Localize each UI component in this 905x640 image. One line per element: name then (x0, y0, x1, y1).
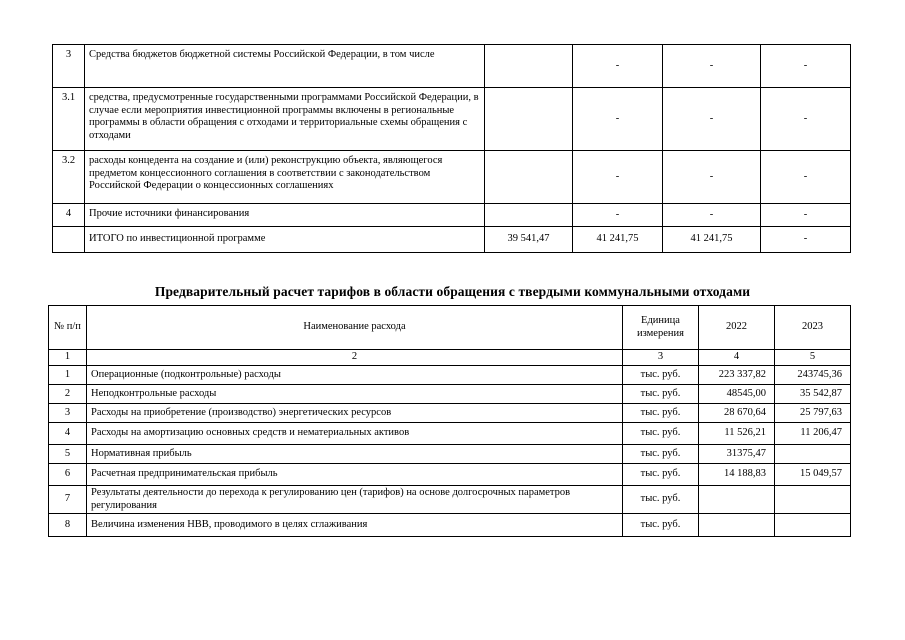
row-value (485, 151, 573, 204)
row-value (485, 45, 573, 88)
row-name: Неподконтрольные расходы (87, 385, 623, 404)
row-number: 3 (53, 45, 85, 88)
row-name: Средства бюджетов бюджетной системы Российской Федерации, в том числе (85, 45, 485, 88)
row-value-2022: 31375,47 (699, 445, 775, 464)
row-name: Результаты деятельности до перехода к регулированию цен (тарифов) на основе долгосрочных параметров регулирования (87, 486, 623, 514)
row-name: Расходы на амортизацию основных средств и нематериальных активов (87, 423, 623, 445)
row-value-2023: 15 049,57 (775, 464, 851, 486)
row-value-2022: 14 188,83 (699, 464, 775, 486)
row-value: - (663, 151, 761, 204)
table-row (53, 45, 851, 88)
row-name: расходы концедента на создание и (или) реконструкцию объекта, являющегося предметом концессионного соглашения в соответствии с законодательством Российской Федерации о концессионных соглашениях (85, 151, 485, 204)
row-name: Расходы на приобретение (производство) энергетических ресурсов (87, 404, 623, 423)
table-row (49, 445, 851, 464)
table-row (49, 423, 851, 445)
header-year-2022: 2022 (699, 306, 775, 350)
table-row (49, 514, 851, 537)
row-value-2023 (775, 514, 851, 537)
row-value: 41 241,75 (663, 227, 761, 253)
header-unit: Единица измерения (623, 306, 699, 350)
row-value: - (761, 45, 851, 88)
header-year-2023: 2023 (775, 306, 851, 350)
total-row (53, 227, 851, 253)
row-value (485, 88, 573, 151)
table-row (49, 385, 851, 404)
row-unit: тыс. руб. (623, 404, 699, 423)
row-value-2023 (775, 486, 851, 514)
tariff-table (48, 305, 851, 537)
row-unit: тыс. руб. (623, 366, 699, 385)
row-value: - (573, 151, 663, 204)
row-value: - (761, 88, 851, 151)
row-number (53, 227, 85, 253)
header-row (49, 306, 851, 350)
row-value-2022 (699, 486, 775, 514)
row-value-2022: 11 526,21 (699, 423, 775, 445)
row-value-2022: 48545,00 (699, 385, 775, 404)
row-value: - (573, 45, 663, 88)
row-value: - (761, 204, 851, 227)
row-value-2023: 25 797,63 (775, 404, 851, 423)
row-number: 1 (49, 366, 87, 385)
row-number: 6 (49, 464, 87, 486)
table-row (49, 486, 851, 514)
row-unit: тыс. руб. (623, 385, 699, 404)
row-value: - (573, 204, 663, 227)
row-value-2023: 35 542,87 (775, 385, 851, 404)
row-value-2023 (775, 445, 851, 464)
row-unit: тыс. руб. (623, 486, 699, 514)
row-name: ИТОГО по инвестиционной программе (85, 227, 485, 253)
row-value: 41 241,75 (573, 227, 663, 253)
row-value: - (761, 151, 851, 204)
row-value: - (663, 45, 761, 88)
row-number: 2 (49, 385, 87, 404)
table-row (49, 404, 851, 423)
row-value-2022: 223 337,82 (699, 366, 775, 385)
column-number: 2 (87, 350, 623, 366)
column-number: 1 (49, 350, 87, 366)
header-num: № п/п (49, 306, 87, 350)
table-row (53, 204, 851, 227)
row-name: Нормативная прибыль (87, 445, 623, 464)
row-name: Операционные (подконтрольные) расходы (87, 366, 623, 385)
row-number: 4 (49, 423, 87, 445)
row-value-2022 (699, 514, 775, 537)
row-number: 3 (49, 404, 87, 423)
row-value: 39 541,47 (485, 227, 573, 253)
row-name: Прочие источники финансирования (85, 204, 485, 227)
row-value: - (663, 204, 761, 227)
column-number-row (49, 350, 851, 366)
table-row (53, 88, 851, 151)
row-value: - (761, 227, 851, 253)
row-number: 3.1 (53, 88, 85, 151)
column-number: 3 (623, 350, 699, 366)
row-value-2022: 28 670,64 (699, 404, 775, 423)
row-unit: тыс. руб. (623, 514, 699, 537)
row-value-2023: 11 206,47 (775, 423, 851, 445)
column-number: 4 (699, 350, 775, 366)
table-row (49, 366, 851, 385)
row-value-2023: 243745,36 (775, 366, 851, 385)
row-unit: тыс. руб. (623, 445, 699, 464)
section-title: Предварительный расчет тарифов в области обращения с твердыми коммунальными отходами (154, 284, 751, 299)
row-unit: тыс. руб. (623, 464, 699, 486)
row-name: Величина изменения НВВ, проводимого в целях сглаживания (87, 514, 623, 537)
row-name: Расчетная предпринимательская прибыль (87, 464, 623, 486)
row-value (485, 204, 573, 227)
row-number: 5 (49, 445, 87, 464)
row-number: 7 (49, 486, 87, 514)
table-row (49, 464, 851, 486)
table-row (53, 151, 851, 204)
row-number: 8 (49, 514, 87, 537)
row-value: - (663, 88, 761, 151)
row-value: - (573, 88, 663, 151)
row-name: средства, предусмотренные государственными программами Российской Федерации, в случае если мероприятия инвестиционной программы включены в региональные программы в области обращения с отходами и территориальные схемы обращения с отходами (85, 88, 485, 151)
column-number: 5 (775, 350, 851, 366)
row-number: 3.2 (53, 151, 85, 204)
row-unit: тыс. руб. (623, 423, 699, 445)
header-name: Наименование расхода (87, 306, 623, 350)
funding-sources-table (52, 44, 851, 253)
row-number: 4 (53, 204, 85, 227)
